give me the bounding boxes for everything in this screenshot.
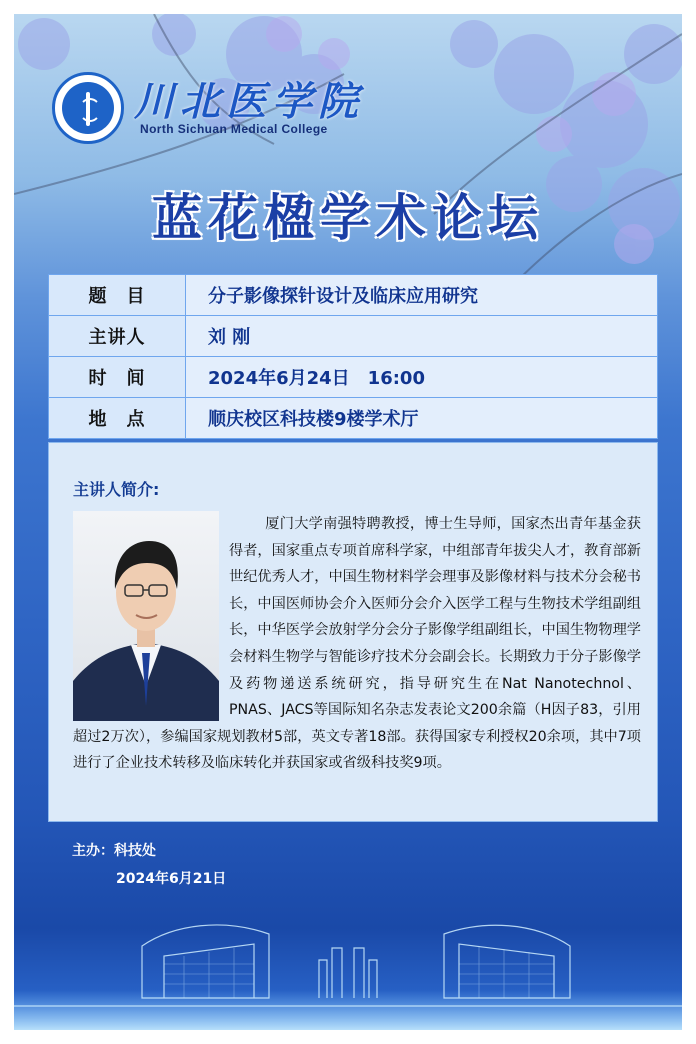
bio-heading: 主讲人简介: xyxy=(73,480,160,499)
info-label: 地 点 xyxy=(49,398,186,439)
school-name-cn: 川北医学院 xyxy=(134,78,364,125)
school-logo xyxy=(52,72,124,144)
caduceus-icon xyxy=(62,82,114,134)
campus-buildings-illustration xyxy=(14,894,682,1030)
school-name-en: North Sichuan Medical College xyxy=(140,122,328,136)
speaker-bio-panel xyxy=(48,442,658,822)
lecture-info-table xyxy=(48,274,658,439)
info-value: 分子影像探针设计及临床应用研究 xyxy=(186,275,658,316)
info-row-location xyxy=(49,398,658,439)
poster xyxy=(14,14,682,1030)
bio-paragraph: 厦门大学南强特聘教授，博士生导师，国家杰出青年基金获得者，国家重点专项首席科学家，中组部青年拔尖人才，教育部新世纪优秀人才，中国生物材料学会理事及影像材料与技术分会秘书长，中国医师协会介入医师分会介入医学工程与生物技术学组副组长，中华医学会放射学分会分子影像学组副组长，中国生物物理学会材料生物学与智能诊疗技术分会副会长。长期致力于分子影像学及药物递送系统研究，指导研究生在Nat Nanotechnol、PNAS、JACS等国际知名杂志发表论文200余篇（H因子83，引用超过2万次），参编国家规划教材5部，英文专著18部。获得国家专利授权20余项，其中7项进行了企业技术转移及临床转化并获国家或省级科技奖9项。 xyxy=(73,516,641,772)
info-label: 题 目 xyxy=(49,275,186,316)
info-label: 时 间 xyxy=(49,357,186,398)
organizer: 主办：科技处 xyxy=(72,843,156,859)
info-value: 顺庆校区科技楼9楼学术厅 xyxy=(186,398,658,439)
bio-text xyxy=(73,511,641,777)
info-label: 主讲人 xyxy=(49,316,186,357)
info-value: 刘 刚 xyxy=(186,316,658,357)
forum-title: 蓝花楹学术论坛 xyxy=(152,188,544,247)
info-row-topic xyxy=(49,275,658,316)
info-row-speaker xyxy=(49,316,658,357)
issue-date: 2024年6月21日 xyxy=(116,871,227,887)
info-value: 2024年6月24日 16:00 xyxy=(186,357,658,398)
info-row-time xyxy=(49,357,658,398)
